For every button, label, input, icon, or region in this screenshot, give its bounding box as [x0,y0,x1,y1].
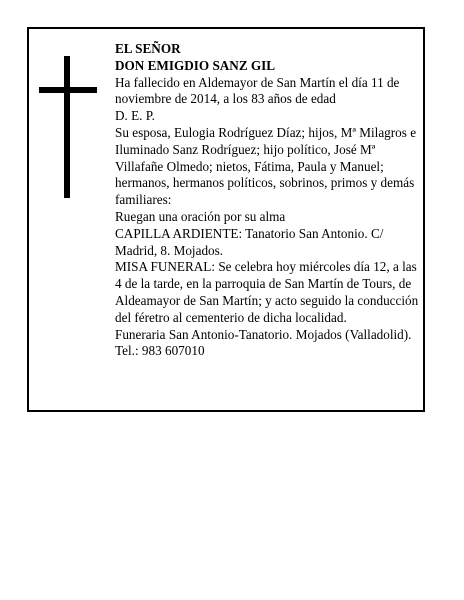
cross-icon [39,56,97,198]
cross-vertical-bar [64,56,70,198]
funeral-home-info: Funeraria San Antonio-Tanatorio. Mojados (Valladolid). Tel.: 983 607010 [115,326,412,359]
rip-text: D. E. P. [115,108,155,124]
chapel-info: CAPILLA ARDIENTE: Tanatorio San Antonio. C/ Madrid, 8. Mojados. [115,225,384,258]
notice-body [115,41,421,360]
death-info: Ha fallecido en Aldemayor de San Martín el día 11 de noviembre de 2014, a los 83 años de edad [115,74,400,107]
prayer-request: Ruegan una oración por su alma [115,208,286,224]
family-list: Su esposa, Eulogia Rodríguez Díaz; hijos, Mª Milagros e Iluminado Sanz Rodríguez; hijo político, José Mª Villafañe Olmedo; nietos, Fátima, Paula y Manuel; hermanos, hermanos políticos, sobrinos, primos y demás familiares: [115,124,417,208]
deceased-name: DON EMIGDIO SANZ GIL [115,57,276,73]
funeral-info: MISA FUNERAL: Se celebra hoy miércoles día 12, a las 4 de la tarde, en la parroquia de San Martín de Tours, de Aldeamayor de San Martín; y acto seguido la conducción del féretro al cementerio de dicha localidad. [115,259,419,325]
heading-title: EL SEÑOR [115,41,181,56]
cross-horizontal-bar [39,87,97,93]
obituary-notice [27,27,425,412]
